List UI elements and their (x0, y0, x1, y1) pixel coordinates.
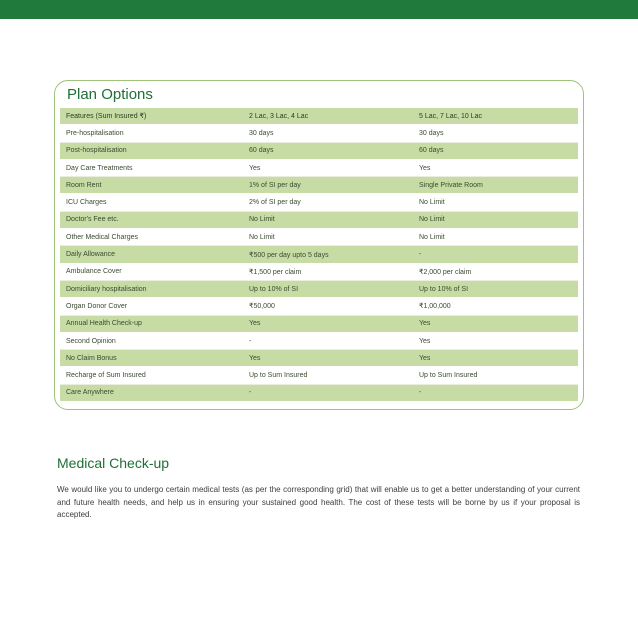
table-row (60, 350, 578, 367)
table-row (60, 367, 578, 384)
feature-cell: Doctor's Fee etc. (60, 211, 243, 228)
table-row (60, 177, 578, 194)
plan-high-cell: - (413, 246, 578, 263)
plan-low-cell: Yes (243, 159, 413, 176)
feature-cell: Room Rent (60, 177, 243, 194)
feature-cell: No Claim Bonus (60, 350, 243, 367)
plan-high-cell: 60 days (413, 142, 578, 159)
plan-high-cell: Yes (413, 350, 578, 367)
plan-high-cell: Up to Sum Insured (413, 367, 578, 384)
plan-low-cell: - (243, 332, 413, 349)
plan-options-card (54, 80, 584, 410)
feature-cell: Pre-hospitalisation (60, 125, 243, 142)
table-row (60, 125, 578, 142)
plan-high-cell: Yes (413, 332, 578, 349)
plan-low-cell: Up to 10% of SI (243, 280, 413, 297)
plan-low-cell: No Limit (243, 211, 413, 228)
plan-high-cell: ₹1,00,000 (413, 298, 578, 315)
table-row (60, 332, 578, 349)
top-green-bar (0, 0, 638, 19)
plan-low-cell: 30 days (243, 125, 413, 142)
feature-cell: Annual Health Check-up (60, 315, 243, 332)
plan-low-cell: ₹50,000 (243, 298, 413, 315)
plan-options-table (60, 108, 578, 402)
plan-high-cell: ₹2,000 per claim (413, 263, 578, 280)
feature-cell: Organ Donor Cover (60, 298, 243, 315)
feature-cell: ICU Charges (60, 194, 243, 211)
feature-cell: Ambulance Cover (60, 263, 243, 280)
plan-high-cell: No Limit (413, 211, 578, 228)
plan-low-cell: 1% of SI per day (243, 177, 413, 194)
feature-cell: Day Care Treatments (60, 159, 243, 176)
header-features: Features (Sum Insured ₹) (60, 108, 243, 125)
plan-low-cell: 60 days (243, 142, 413, 159)
table-row (60, 142, 578, 159)
plan-options-title: Plan Options (67, 86, 153, 103)
plan-high-cell: Up to 10% of SI (413, 280, 578, 297)
feature-cell: Post-hospitalisation (60, 142, 243, 159)
table-row (60, 229, 578, 246)
feature-cell: Domiciliary hospitalisation (60, 280, 243, 297)
table-header-row (60, 108, 578, 125)
feature-cell: Other Medical Charges (60, 229, 243, 246)
plan-high-cell: Single Private Room (413, 177, 578, 194)
plan-high-cell: No Limit (413, 229, 578, 246)
table-row (60, 263, 578, 280)
plan-high-cell: 30 days (413, 125, 578, 142)
plan-low-cell: Up to Sum Insured (243, 367, 413, 384)
header-plan-low: 2 Lac, 3 Lac, 4 Lac (243, 108, 413, 125)
table-row (60, 384, 578, 401)
header-plan-high: 5 Lac, 7 Lac, 10 Lac (413, 108, 578, 125)
plan-low-cell: No Limit (243, 229, 413, 246)
plan-low-cell: ₹500 per day upto 5 days (243, 246, 413, 263)
plan-high-cell: No Limit (413, 194, 578, 211)
feature-cell: Daily Allowance (60, 246, 243, 263)
table-row (60, 194, 578, 211)
plan-high-cell: Yes (413, 315, 578, 332)
plan-low-cell: Yes (243, 315, 413, 332)
feature-cell: Recharge of Sum Insured (60, 367, 243, 384)
feature-cell: Second Opinion (60, 332, 243, 349)
table-row (60, 298, 578, 315)
plan-low-cell: - (243, 384, 413, 401)
table-row (60, 246, 578, 263)
table-row (60, 315, 578, 332)
plan-low-cell: ₹1,500 per claim (243, 263, 413, 280)
table-row (60, 280, 578, 297)
medical-checkup-body: We would like you to undergo certain medical tests (as per the corresponding grid) that will enable us to get a better understanding of your current and future health needs, and help us in ensuring your sustained good health. The cost of these tests will be borne by us if your proposal is accepted. (57, 485, 580, 519)
plan-low-cell: Yes (243, 350, 413, 367)
table-row (60, 159, 578, 176)
medical-checkup-title: Medical Check-up (57, 455, 170, 471)
feature-cell: Care Anywhere (60, 384, 243, 401)
plan-low-cell: 2% of SI per day (243, 194, 413, 211)
plan-high-cell: Yes (413, 159, 578, 176)
plan-high-cell: - (413, 384, 578, 401)
table-row (60, 211, 578, 228)
